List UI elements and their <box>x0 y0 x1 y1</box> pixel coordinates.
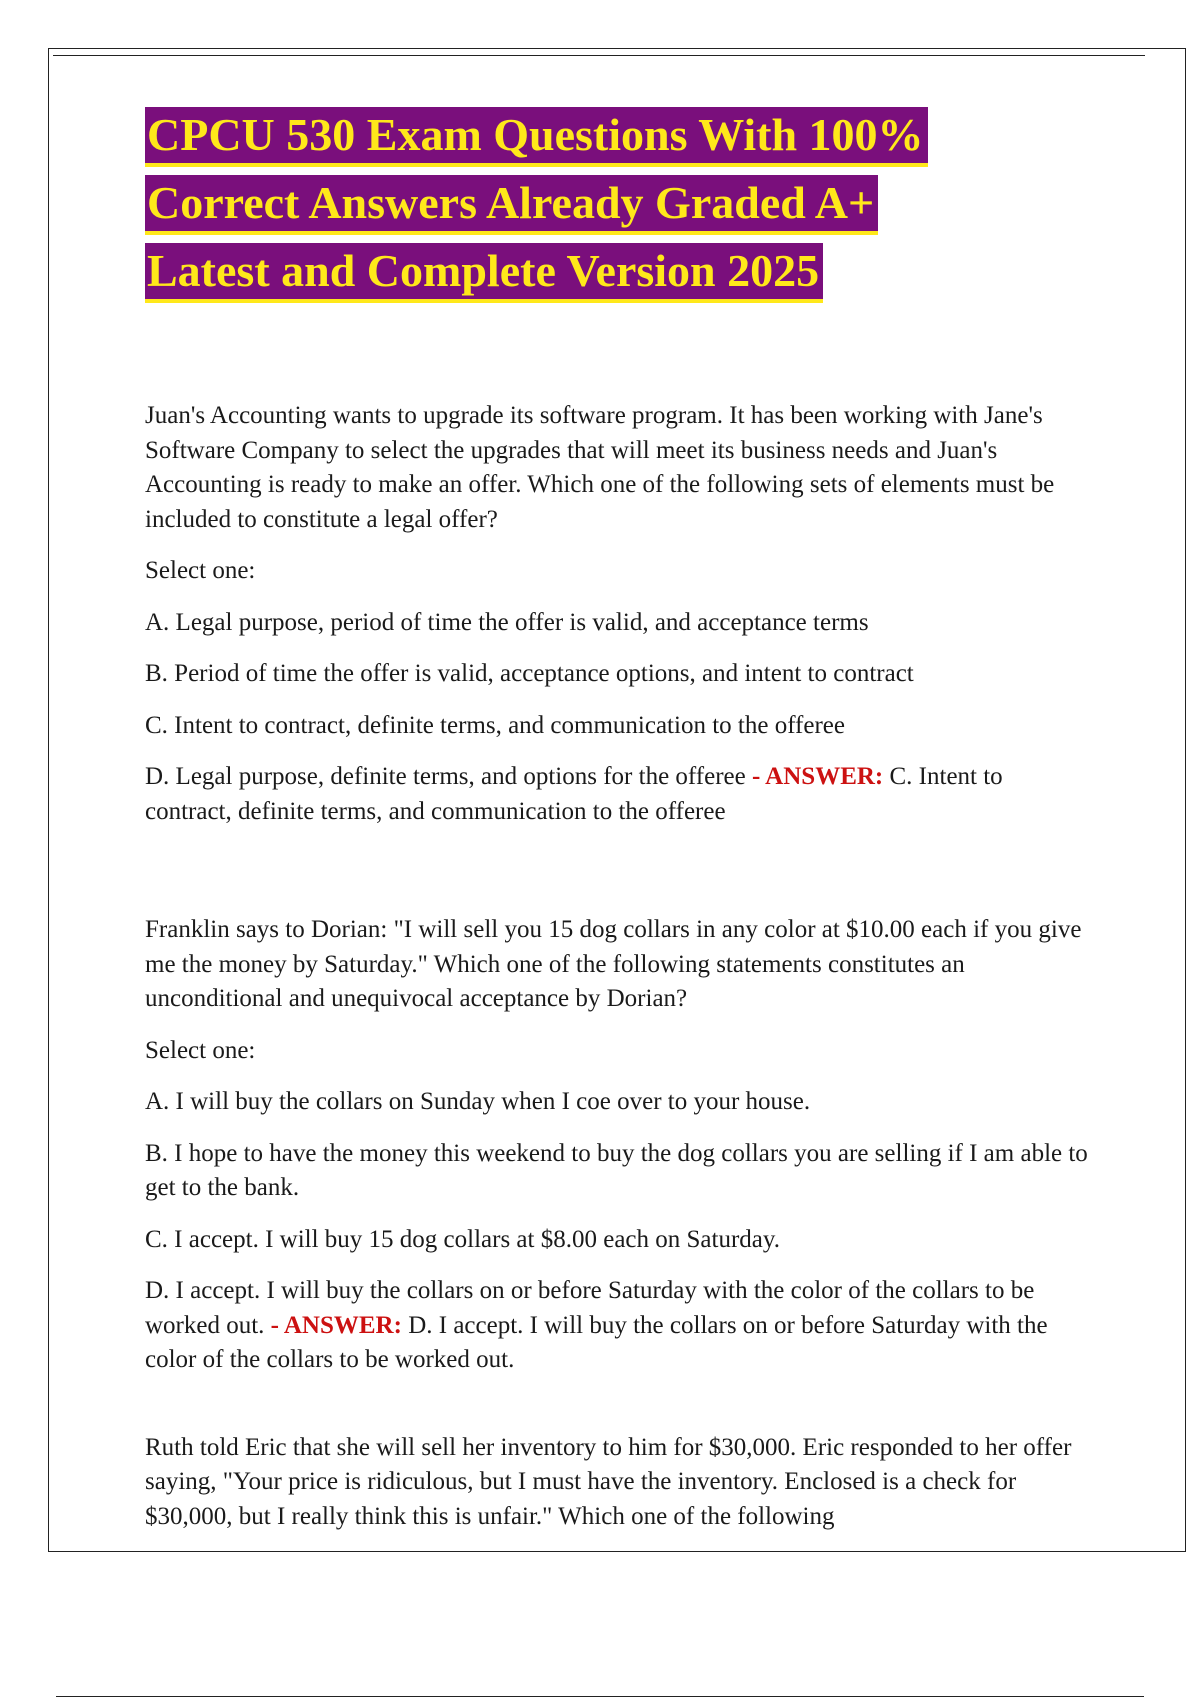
answer-text: C. Intent to contract, definite terms, and communication to the offeree <box>145 763 1003 825</box>
option-c: C. I accept. I will buy 15 dog collars at $8.00 each on Saturday. <box>145 1225 781 1253</box>
question-stem: Ruth told Eric that she will sell her inventory to him for $30,000. Eric responded to her offer saying, "Your price is ridiculous, but I must have the inventory. Enclosed is a check for $30,000, but I really think this is unfair." Which one of the following <box>145 1433 1072 1530</box>
select-one-prompt: Select one: <box>145 1036 256 1064</box>
answer-label: - ANSWER: <box>745 763 884 790</box>
title-line: Correct Answers Already Graded A+ <box>145 175 878 235</box>
question-2 <box>145 913 1095 1378</box>
select-one-prompt: Select one: <box>145 557 256 584</box>
title-line: CPCU 530 Exam Questions With 100% <box>145 107 928 167</box>
answer-label: - ANSWER: <box>264 1311 402 1339</box>
top-rule <box>53 55 1145 56</box>
question-3 <box>145 1431 1095 1535</box>
question-stem: Franklin says to Dorian: "I will sell you 15 dog collars in any color at $10.00 each if you give me the money by Saturday." Which one of the following statements constitutes an unconditional and unequivocal acceptance by Dorian? <box>145 916 1082 1012</box>
question-list <box>145 399 1095 1551</box>
option-d: D. Legal purpose, definite terms, and options for the offeree <box>145 763 746 790</box>
option-a: A. Legal purpose, period of time the offer is valid, and acceptance terms <box>145 608 869 636</box>
bottom-rule <box>56 1696 1144 1697</box>
option-a: A. I will buy the collars on Sunday when I coe over to your house. <box>145 1088 811 1115</box>
option-c: C. Intent to contract, definite terms, and communication to the offeree <box>145 711 845 739</box>
title-line: Latest and Complete Version 2025 <box>145 243 823 303</box>
answer-text: D. I accept. I will buy the collars on or before Saturday with the color of the collars to be worked out. <box>145 1311 1048 1373</box>
question-stem: Juan's Accounting wants to upgrade its software program. It has been working with Jane's Software Company to select the upgrades that will meet its business needs and Juan's Accounting is ready to make an offer. Which one of the following sets of elements must be included to constitute a legal offer? <box>145 402 1055 533</box>
document-title <box>145 107 1045 311</box>
option-d-with-answer <box>145 1274 1095 1378</box>
question-1 <box>145 399 1095 829</box>
option-b: B. I hope to have the money this weekend to buy the dog collars you are selling if I am able to get to the bank. <box>145 1139 1088 1201</box>
option-d: D. I accept. I will buy the collars on or before Saturday with the color of the collars to be worked out. <box>145 1277 1035 1339</box>
option-b: B. Period of time the offer is valid, acceptance options, and intent to contract <box>145 660 914 687</box>
option-d-with-answer <box>145 760 1095 829</box>
document-page <box>48 48 1186 1552</box>
